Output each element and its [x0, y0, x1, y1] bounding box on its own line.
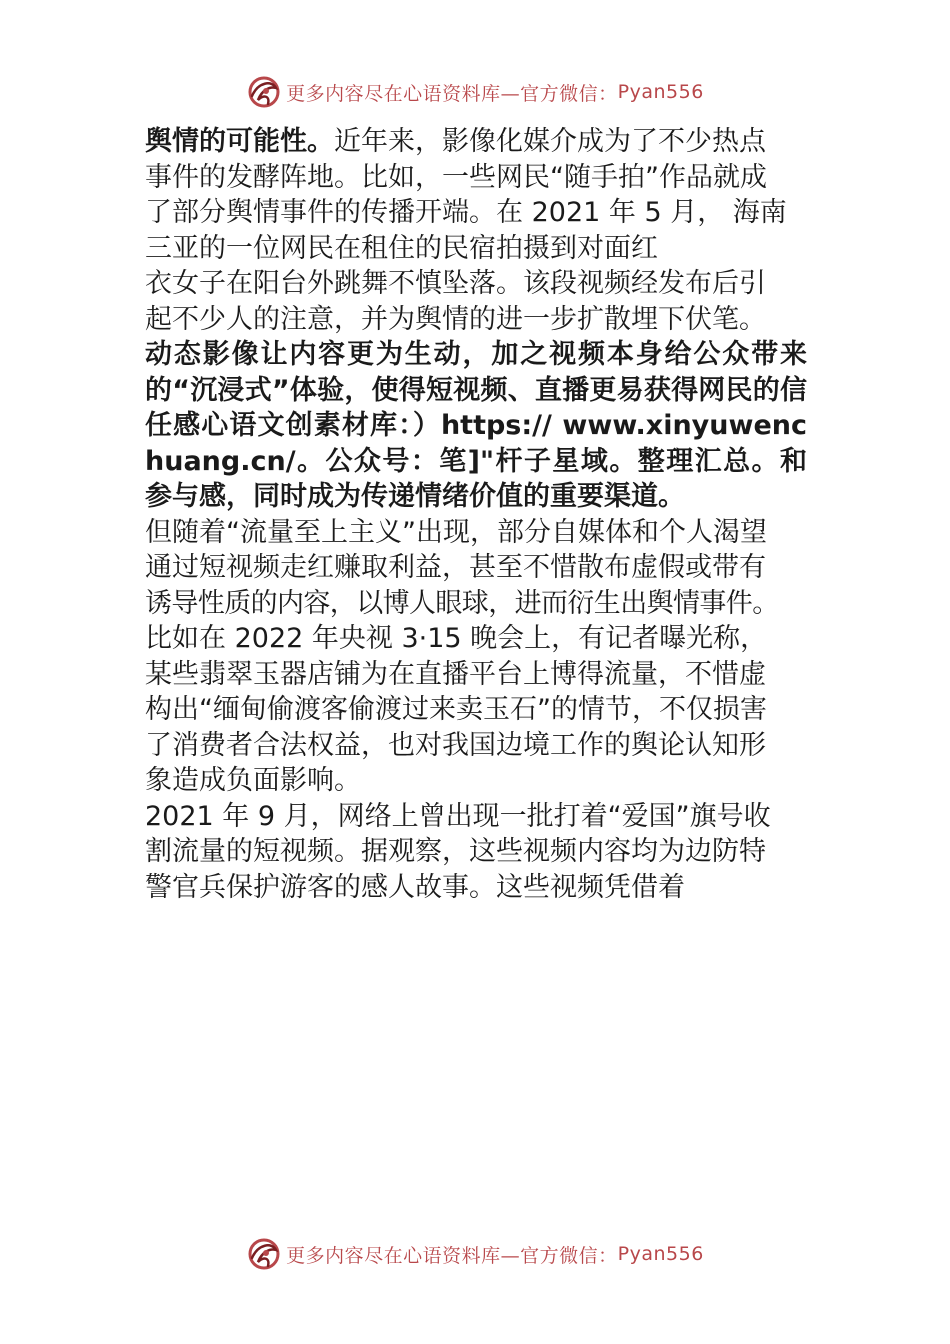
- paragraph-5: [145, 799, 807, 906]
- paragraph-4-line-1: 但随着“流量至上主义”出现，部分自媒体和个人渴望: [145, 516, 767, 548]
- paragraph-1-line-3: 了部分舆情事件的传播开端。在 2021 年 5 月， 海南: [145, 197, 787, 228]
- paragraph-5-line-1: 2021 年 9 月，网络上曾出现一批打着“爱国”旗号收: [145, 800, 771, 832]
- paragraph-5-line-3: 警官兵保护游客的感人故事。这些视频凭借着: [145, 871, 685, 903]
- header-banner: [0, 70, 950, 114]
- paragraph-4-line-6: 构出“缅甸偷渡客偷渡过来卖玉石”的情节，不仅损害: [145, 694, 767, 725]
- document-body: [145, 124, 807, 905]
- paragraph-1: [145, 124, 807, 266]
- paragraph-2: [145, 266, 807, 337]
- paragraph-4-line-2: 通过短视频走红赚取利益，甚至不惜散布虚假或带有: [145, 552, 766, 583]
- paragraph-4-line-7: 了消费者合法权益，也对我国边境工作的舆论认知形: [145, 729, 766, 761]
- banner-text: 更多内容尽在心语资料库—官方微信：: [286, 1244, 618, 1267]
- banner-text: 更多内容尽在心语资料库—官方微信：: [286, 82, 618, 105]
- cursive-logo-icon: [246, 1236, 282, 1272]
- footer-banner: [0, 1232, 950, 1276]
- cursive-logo-icon: [246, 74, 282, 110]
- paragraph-4-line-4: 比如在 2022 年央视 3·15 晚会上，有记者曝光称，: [145, 623, 768, 654]
- banner-wechat-id: Pyan556: [617, 81, 704, 103]
- paragraph-4-line-5: 某些翡翠玉器店铺为在直播平台上博得流量，不惜虚: [145, 658, 766, 690]
- paragraph-1-lead: 舆情的可能性。: [145, 126, 334, 157]
- paragraph-3-bold: 动态影像让内容更为生动，加之视频本身给公众带来的“沉浸式”体验，使得短视频、直播更易获得网民的信任感心语文创素材库：）https:// www.xinyuwenchuang.cn/。公众号：笔]"杆子星域。整理汇总。和参与感，同时成为传递情绪价值的重要渠道。: [145, 339, 807, 512]
- paragraph-4-line-8: 象造成负面影响。: [145, 765, 361, 796]
- paragraph-1-line-1: 近年来，影像化媒介成为了不少热点: [334, 126, 766, 157]
- paragraph-2-line-1: 衣女子在阳台外跳舞不慎坠落。该段视频经发布后引: [145, 268, 766, 299]
- paragraph-1-line-4: 三亚的一位网民在租住的民宿拍摄到对面红: [145, 232, 658, 264]
- paragraph-4: [145, 515, 807, 799]
- paragraph-5-line-2: 割流量的短视频。据观察，这些视频内容均为边防特: [145, 836, 766, 867]
- paragraph-1-line-2: 事件的发酵阵地。比如，一些网民“随手拍”作品就成: [145, 161, 767, 193]
- banner-wechat-id: Pyan556: [617, 1243, 704, 1265]
- paragraph-4-line-3: 诱导性质的内容，以博人眼球，进而衍生出舆情事件。: [145, 587, 779, 619]
- paragraph-2-line-2: 起不少人的注意，并为舆情的进一步扩散埋下伏笔。: [145, 303, 766, 335]
